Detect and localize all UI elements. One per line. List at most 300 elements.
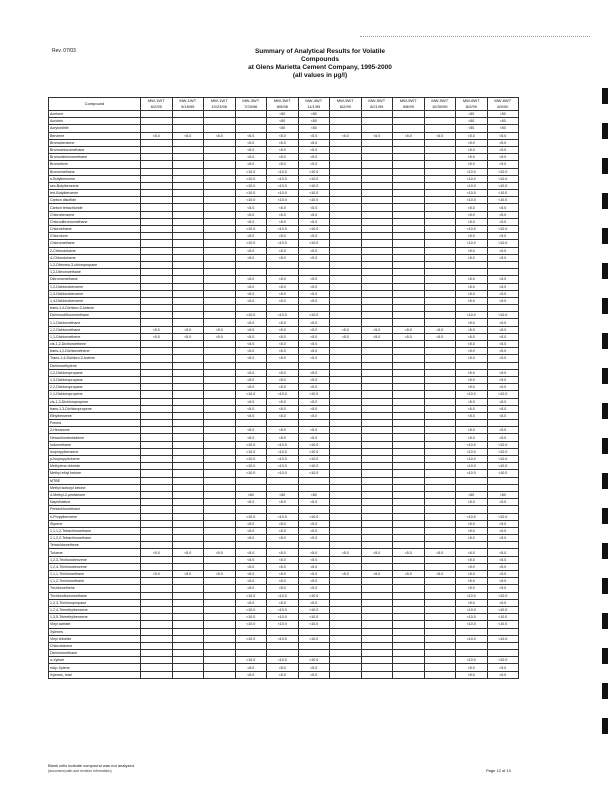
compound-name-cell: Chlorotoluene xyxy=(49,642,141,649)
result-cell xyxy=(393,448,425,455)
result-cell: <5.0 xyxy=(456,276,488,283)
table-row xyxy=(49,240,519,247)
table-row xyxy=(49,168,519,175)
compound-name-cell: Dichloromethane xyxy=(49,650,141,657)
result-cell: <10.0 xyxy=(235,182,267,189)
table-row xyxy=(49,182,519,189)
result-cell xyxy=(204,664,236,671)
table-row xyxy=(49,190,519,197)
result-cell: <5.0 xyxy=(267,535,299,542)
table-row xyxy=(49,535,519,542)
result-cell xyxy=(267,542,299,549)
result-cell xyxy=(204,240,236,247)
result-cell xyxy=(141,182,173,189)
result-cell: <10.0 xyxy=(235,240,267,247)
result-cell xyxy=(424,168,456,175)
result-cell: <5.0 xyxy=(456,283,488,290)
result-cell: <5.0 xyxy=(267,405,299,412)
result-cell: <5.0 xyxy=(298,384,330,391)
result-cell xyxy=(330,628,362,635)
table-row xyxy=(49,506,519,513)
result-cell xyxy=(424,211,456,218)
result-cell: <10.0 xyxy=(487,197,519,204)
compound-name-cell: 1,1-Dichloropropene xyxy=(49,391,141,398)
result-cell: <5.0 xyxy=(298,211,330,218)
result-cell xyxy=(204,578,236,585)
result-cell: <5.0 xyxy=(235,671,267,678)
result-cell: <10.0 xyxy=(267,621,299,628)
result-cell: <5.0 xyxy=(267,161,299,168)
result-cell xyxy=(393,348,425,355)
result-cell xyxy=(424,606,456,613)
result-cell: <5.0 xyxy=(298,599,330,606)
result-cell: <10.0 xyxy=(487,240,519,247)
result-cell xyxy=(361,664,393,671)
result-cell xyxy=(393,369,425,376)
result-cell: <5.0 xyxy=(267,132,299,139)
result-cell xyxy=(393,261,425,268)
result-cell xyxy=(393,139,425,146)
result-cell xyxy=(361,161,393,168)
result-cell xyxy=(424,635,456,642)
result-cell xyxy=(204,125,236,132)
result-cell: <5.0 xyxy=(487,355,519,362)
compound-name-cell: Xylenes, total xyxy=(49,671,141,678)
compound-name-cell: m&p-Xylene xyxy=(49,664,141,671)
compound-name-cell: tert-Butylbenzene xyxy=(49,190,141,197)
result-cell: <5.0 xyxy=(456,204,488,211)
result-cell xyxy=(424,484,456,491)
result-cell xyxy=(267,650,299,657)
result-cell xyxy=(141,125,173,132)
binder-mark xyxy=(602,368,608,384)
result-cell xyxy=(424,111,456,118)
result-cell: <5.0 xyxy=(487,376,519,383)
result-cell xyxy=(141,218,173,225)
result-cell xyxy=(204,182,236,189)
result-cell xyxy=(393,161,425,168)
binder-mark xyxy=(602,718,608,734)
result-cell: <5.0 xyxy=(235,297,267,304)
result-cell xyxy=(298,305,330,312)
result-cell xyxy=(204,319,236,326)
result-cell: <5.0 xyxy=(487,556,519,563)
result-cell xyxy=(393,456,425,463)
result-cell xyxy=(141,139,173,146)
result-cell xyxy=(361,319,393,326)
result-cell xyxy=(298,642,330,649)
result-cell xyxy=(141,391,173,398)
result-cell: <5.0 xyxy=(298,563,330,570)
result-cell xyxy=(204,355,236,362)
table-row xyxy=(49,211,519,218)
result-cell xyxy=(361,125,393,132)
result-cell xyxy=(361,226,393,233)
result-cell xyxy=(330,563,362,570)
result-cell xyxy=(424,671,456,678)
result-cell: <5.0 xyxy=(487,326,519,333)
result-cell xyxy=(393,542,425,549)
result-cell xyxy=(204,168,236,175)
result-cell xyxy=(361,456,393,463)
result-cell xyxy=(267,484,299,491)
result-cell: <10.0 xyxy=(456,168,488,175)
result-cell xyxy=(172,211,204,218)
result-cell xyxy=(393,671,425,678)
revision-label: Rev. 07/03 xyxy=(52,48,76,54)
result-cell xyxy=(141,204,173,211)
table-row xyxy=(49,333,519,340)
result-cell xyxy=(204,376,236,383)
result-cell xyxy=(424,276,456,283)
result-cell xyxy=(204,484,236,491)
binder-mark xyxy=(602,508,608,524)
result-cell xyxy=(298,362,330,369)
result-cell: <5.0 xyxy=(204,326,236,333)
result-cell: <5.0 xyxy=(456,427,488,434)
result-cell: <5.0 xyxy=(456,563,488,570)
result-cell: <10.0 xyxy=(267,592,299,599)
result-cell: <5.0 xyxy=(267,348,299,355)
result-cell: <5.0 xyxy=(267,355,299,362)
result-cell xyxy=(361,477,393,484)
result-cell xyxy=(267,261,299,268)
result-cell xyxy=(424,477,456,484)
table-row xyxy=(49,527,519,534)
result-cell: <5.0 xyxy=(456,154,488,161)
table-row xyxy=(49,599,519,606)
result-cell xyxy=(141,240,173,247)
result-cell: <5.0 xyxy=(267,341,299,348)
result-cell xyxy=(424,154,456,161)
result-cell xyxy=(393,168,425,175)
result-cell xyxy=(424,312,456,319)
compound-name-cell: Dibromomethane xyxy=(49,276,141,283)
result-cell xyxy=(424,341,456,348)
result-cell xyxy=(172,614,204,621)
result-cell xyxy=(172,111,204,118)
result-cell: <5.0 xyxy=(298,233,330,240)
result-cell: <5.0 xyxy=(267,204,299,211)
result-cell: <10.0 xyxy=(487,470,519,477)
result-cell xyxy=(330,348,362,355)
column-label: MW-5WT xyxy=(368,98,386,103)
result-cell: <5.0 xyxy=(267,146,299,153)
result-cell xyxy=(424,290,456,297)
result-cell: <5.0 xyxy=(424,326,456,333)
result-cell: <5.0 xyxy=(298,139,330,146)
table-row xyxy=(49,499,519,506)
result-cell xyxy=(172,491,204,498)
result-cell: <5.0 xyxy=(393,326,425,333)
result-cell: <5.0 xyxy=(141,333,173,340)
table-row xyxy=(49,261,519,268)
compound-name-cell: 1,2-Dichloropropane xyxy=(49,369,141,376)
result-cell xyxy=(487,269,519,276)
result-cell xyxy=(330,197,362,204)
result-cell xyxy=(204,391,236,398)
result-cell: <5.0 xyxy=(235,549,267,556)
result-cell xyxy=(172,254,204,261)
result-cell xyxy=(393,305,425,312)
result-cell: <5.0 xyxy=(267,283,299,290)
result-cell xyxy=(393,578,425,585)
result-cell xyxy=(204,599,236,606)
result-cell xyxy=(330,261,362,268)
result-cell: <5.0 xyxy=(487,578,519,585)
result-cell xyxy=(330,513,362,520)
result-cell xyxy=(172,362,204,369)
result-cell: <5.0 xyxy=(298,535,330,542)
result-cell xyxy=(141,520,173,527)
result-cell: <50 xyxy=(456,125,488,132)
result-cell xyxy=(141,599,173,606)
table-row xyxy=(49,348,519,355)
result-cell xyxy=(424,470,456,477)
result-cell xyxy=(172,269,204,276)
table-row xyxy=(49,118,519,125)
result-cell xyxy=(393,527,425,534)
result-cell: <10.0 xyxy=(456,470,488,477)
compound-name-cell: 1,3,5-Trimethylbenzene xyxy=(49,614,141,621)
result-cell xyxy=(172,348,204,355)
column-header-well xyxy=(424,98,456,111)
result-cell xyxy=(361,118,393,125)
column-label: MW-3WT xyxy=(273,98,291,103)
result-cell: <10.0 xyxy=(487,592,519,599)
result-cell xyxy=(141,369,173,376)
binder-mark xyxy=(602,473,608,489)
result-cell: <5.0 xyxy=(235,563,267,570)
result-cell: <5.0 xyxy=(267,369,299,376)
result-cell xyxy=(298,420,330,427)
result-cell xyxy=(393,434,425,441)
result-cell: <5.0 xyxy=(298,527,330,534)
result-cell: <5.0 xyxy=(267,276,299,283)
result-cell xyxy=(172,405,204,412)
result-cell: <5.0 xyxy=(298,412,330,419)
result-cell xyxy=(204,448,236,455)
result-cell xyxy=(330,355,362,362)
compound-name-cell: Benzene xyxy=(49,132,141,139)
result-cell: <5.0 xyxy=(487,549,519,556)
compound-name-cell: Acrylonitrile xyxy=(49,125,141,132)
column-label: MW-1WT xyxy=(179,98,197,103)
compound-name-cell: MTBE xyxy=(49,477,141,484)
result-cell xyxy=(393,218,425,225)
compound-name-cell: Chlorobenzene xyxy=(49,211,141,218)
column-date: 10/23/95 xyxy=(211,104,228,109)
result-cell xyxy=(393,621,425,628)
result-cell: <5.0 xyxy=(267,384,299,391)
result-cell xyxy=(424,578,456,585)
result-cell: <10.0 xyxy=(487,182,519,189)
result-cell: <5.0 xyxy=(456,297,488,304)
result-cell: <5.0 xyxy=(235,355,267,362)
result-cell: <10.0 xyxy=(235,635,267,642)
result-cell xyxy=(361,491,393,498)
result-cell xyxy=(456,542,488,549)
result-cell: <50 xyxy=(267,118,299,125)
result-cell xyxy=(172,312,204,319)
result-cell xyxy=(204,427,236,434)
result-cell xyxy=(424,355,456,362)
compound-name-cell: Trichloroethene xyxy=(49,585,141,592)
result-cell xyxy=(361,218,393,225)
result-cell: <5.0 xyxy=(235,571,267,578)
result-cell xyxy=(487,628,519,635)
result-cell: <50 xyxy=(267,491,299,498)
result-cell xyxy=(424,412,456,419)
result-cell xyxy=(361,305,393,312)
result-cell: <5.0 xyxy=(456,499,488,506)
result-cell xyxy=(330,247,362,254)
result-cell xyxy=(141,261,173,268)
table-row xyxy=(49,218,519,225)
result-cell: <5.0 xyxy=(456,664,488,671)
result-cell: <5.0 xyxy=(298,154,330,161)
result-cell xyxy=(361,341,393,348)
result-cell: <5.0 xyxy=(487,348,519,355)
result-cell: <5.0 xyxy=(267,599,299,606)
table-row xyxy=(49,642,519,649)
result-cell: <5.0 xyxy=(298,247,330,254)
result-cell: <5.0 xyxy=(267,520,299,527)
result-cell xyxy=(393,628,425,635)
result-cell xyxy=(267,642,299,649)
result-cell xyxy=(393,520,425,527)
result-cell xyxy=(424,398,456,405)
result-cell xyxy=(487,484,519,491)
result-cell: <50 xyxy=(487,118,519,125)
result-cell xyxy=(172,642,204,649)
result-cell xyxy=(393,341,425,348)
table-row xyxy=(49,111,519,118)
result-cell xyxy=(172,470,204,477)
result-cell: <10.0 xyxy=(267,240,299,247)
table-row xyxy=(49,391,519,398)
result-cell: <10.0 xyxy=(235,197,267,204)
table-row xyxy=(49,305,519,312)
result-cell: <10.0 xyxy=(298,197,330,204)
result-cell xyxy=(141,642,173,649)
result-cell: <10.0 xyxy=(456,182,488,189)
result-cell xyxy=(424,621,456,628)
result-cell xyxy=(330,240,362,247)
result-cell: <10.0 xyxy=(456,391,488,398)
result-cell: <5.0 xyxy=(487,319,519,326)
table-row xyxy=(49,175,519,182)
result-cell xyxy=(330,391,362,398)
result-cell xyxy=(361,599,393,606)
result-cell: <5.0 xyxy=(235,319,267,326)
result-cell: <10.0 xyxy=(298,190,330,197)
result-cell: <5.0 xyxy=(361,326,393,333)
footnote: Blank cells indicate compound was not analyzed. xyxy=(48,763,135,768)
result-cell xyxy=(424,233,456,240)
header-row xyxy=(49,98,519,111)
table-row xyxy=(49,606,519,613)
result-cell: <10.0 xyxy=(487,190,519,197)
result-cell xyxy=(330,319,362,326)
result-cell: <5.0 xyxy=(298,571,330,578)
result-cell xyxy=(204,269,236,276)
column-label: MW-5WT xyxy=(336,98,354,103)
table-body xyxy=(49,111,519,679)
result-cell xyxy=(235,362,267,369)
result-cell xyxy=(393,226,425,233)
compound-name-cell: 1,2-Dichlorobenzene xyxy=(49,283,141,290)
result-cell xyxy=(141,635,173,642)
result-cell xyxy=(361,448,393,455)
result-cell: <10.0 xyxy=(235,312,267,319)
result-cell: <5.0 xyxy=(456,218,488,225)
result-cell xyxy=(172,520,204,527)
result-cell xyxy=(487,650,519,657)
result-cell xyxy=(141,542,173,549)
result-cell: <10.0 xyxy=(235,175,267,182)
compound-name-cell: Trans-1,4-Dichloro-2-butene xyxy=(49,355,141,362)
result-cell xyxy=(141,290,173,297)
result-cell xyxy=(361,405,393,412)
table-row xyxy=(49,398,519,405)
result-cell: <5.0 xyxy=(487,563,519,570)
result-cell: <5.0 xyxy=(298,405,330,412)
result-cell xyxy=(172,369,204,376)
result-cell xyxy=(424,585,456,592)
result-cell xyxy=(141,470,173,477)
result-cell xyxy=(235,261,267,268)
result-cell xyxy=(298,650,330,657)
result-cell xyxy=(172,434,204,441)
result-cell xyxy=(204,111,236,118)
result-cell: <5.0 xyxy=(298,520,330,527)
result-cell xyxy=(330,664,362,671)
result-cell: <5.0 xyxy=(235,276,267,283)
result-cell xyxy=(330,168,362,175)
result-cell xyxy=(172,448,204,455)
result-cell: <5.0 xyxy=(298,333,330,340)
result-cell xyxy=(204,412,236,419)
result-cell: <50 xyxy=(267,111,299,118)
result-cell: <10.0 xyxy=(298,614,330,621)
result-cell xyxy=(204,628,236,635)
compound-name-cell: 1,1,2,2-Tetrachloroethane xyxy=(49,535,141,542)
result-cell xyxy=(141,671,173,678)
result-cell: <10.0 xyxy=(298,168,330,175)
result-cell: <5.0 xyxy=(456,578,488,585)
result-cell xyxy=(361,276,393,283)
result-cell: <5.0 xyxy=(330,549,362,556)
result-cell xyxy=(361,434,393,441)
result-cell: <5.0 xyxy=(235,283,267,290)
result-cell xyxy=(393,506,425,513)
result-cell: <5.0 xyxy=(204,333,236,340)
table-row xyxy=(49,161,519,168)
result-cell xyxy=(393,319,425,326)
result-cell xyxy=(330,218,362,225)
result-cell: <5.0 xyxy=(330,333,362,340)
result-cell xyxy=(330,535,362,542)
table-row xyxy=(49,614,519,621)
result-cell: <5.0 xyxy=(298,146,330,153)
result-cell xyxy=(204,211,236,218)
result-cell: <5.0 xyxy=(487,671,519,678)
result-cell: <5.0 xyxy=(487,139,519,146)
compound-name-cell: trans-1,4-Dichloro-2-butene xyxy=(49,305,141,312)
compound-name-cell: Pentachloroethane xyxy=(49,506,141,513)
result-cell: <10.0 xyxy=(235,226,267,233)
